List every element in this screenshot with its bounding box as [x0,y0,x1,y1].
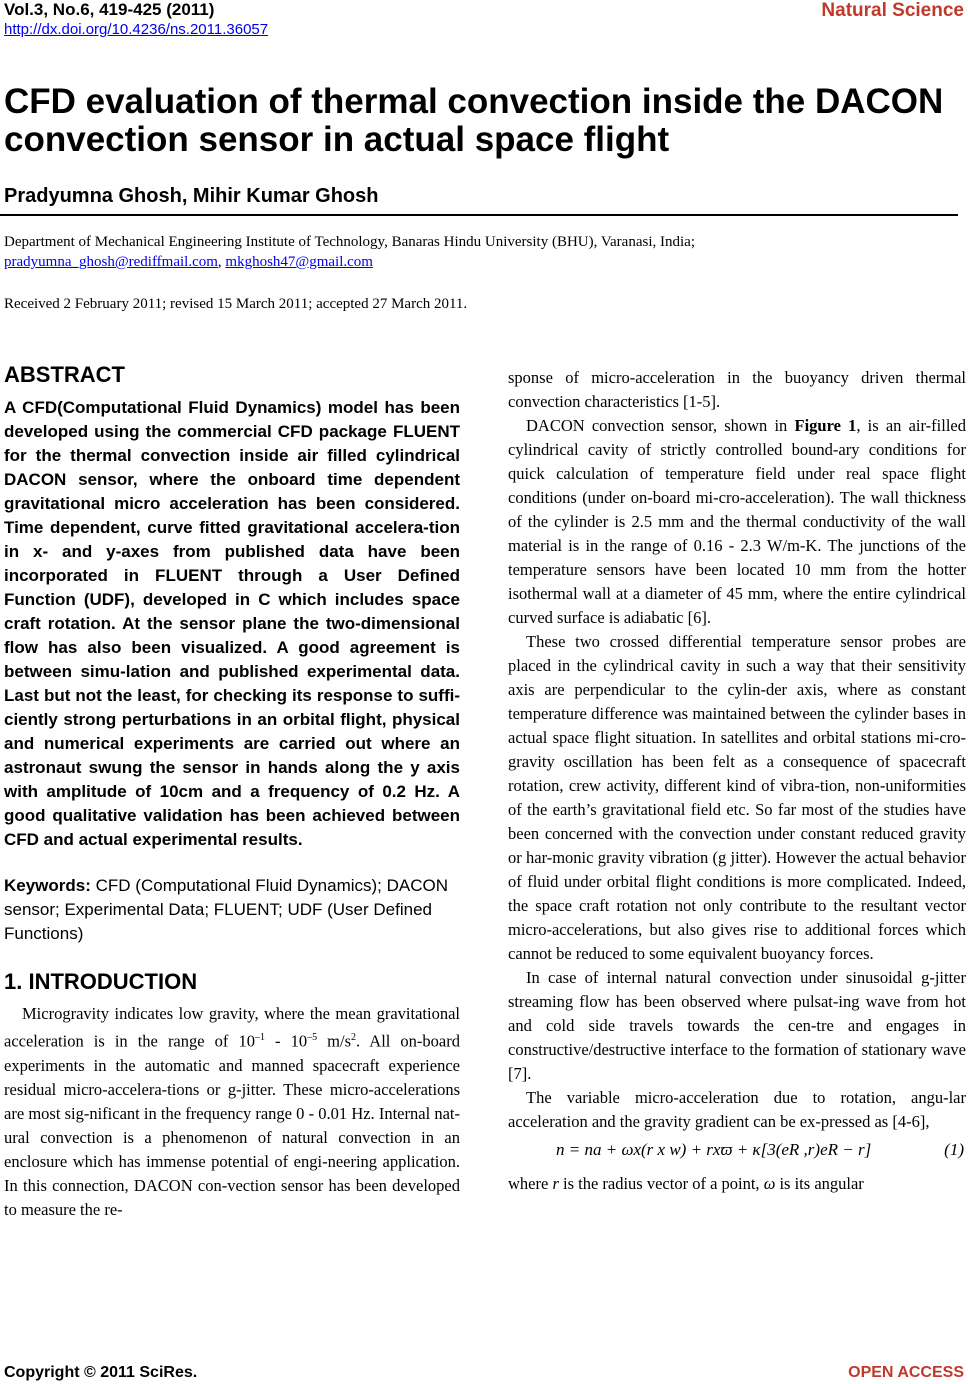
paragraph-micro-acceleration: The variable micro-acceleration due to rotation, angu-lar acceleration and the gravity gradient can be ex-pressed as [4-6], [508,1088,966,1131]
intro-exp-3: 2 [351,1032,356,1043]
author-affiliation-block [4,232,964,272]
paper-authors: Pradyumna Ghosh, Mihir Kumar Ghosh [4,185,379,207]
symbol-r: r [552,1174,559,1193]
radius-text-b: is the radius vector of a point, [558,1174,764,1193]
intro-text-a: Microgravity indicates low gravity, where the mean gravitational acceleration is in the range of 10 [4,1004,460,1051]
email-line [4,252,964,272]
paragraph-sensor-probes: These two crossed differential temperature sensor probes are placed in the cylindrical cavity in such a way that their sensitivity axis are perpendicular to the cylin-der axis, where as constant temperature difference was maintained between the cylinder bases in actual space flight situation. In satellites and orbital stations mi-cro-gravity oscillation has been felt as a consequence of spacecraft rotation, crew activity, different kind of vibra-tion, non-uniformities of the earth’s gravitational field etc. So far most of the studies have been concerned with the convection under constant reduced gravity or har-monic gravity vibration (g jitter). However the actual behavior of fluid under orbital flight conditions is more complicated. Indeed, the space craft rotation not only contribute to the resultant vector micro-accelerations, but also gives rise to additional forces which cannot be reduced to some equivalent buoyancy forces. [508,632,966,963]
journal-name: Natural Science [821,0,964,21]
doi-link[interactable]: http://dx.doi.org/10.4236/ns.2011.36057 [4,21,269,38]
paragraph-continued: sponse of micro-acceleration in the buoyancy driven thermal convection characteristics [1-5]. [508,368,966,411]
keywords-label: Keywords: [4,876,91,895]
email-link-1[interactable]: pradyumna_ghosh@rediffmail.com [4,254,218,270]
paragraph-radius-vector [508,1172,966,1196]
dacon-text-a: DACON convection sensor, shown in [526,416,795,435]
affiliation-text: Department of Mechanical Engineering Institute of Technology, Banaras Hindu University (BHU), Varanasi, India; [4,234,695,250]
right-column [508,366,966,1196]
equation-expression: n = na + ωx(r x w) + rxϖ + κ[3(eR ,r)eR − r] [556,1140,872,1159]
paper-title: CFD evaluation of thermal convection inside the DACON convection sensor in actual space flight [4,82,944,159]
intro-text-b: - 10 [264,1031,308,1051]
left-column [4,362,460,1222]
open-access-label: OPEN ACCESS [848,1364,964,1381]
introduction-heading: 1. INTRODUCTION [4,969,198,994]
radius-text-c: is its angular [775,1174,864,1193]
radius-text-a: where [508,1174,553,1193]
intro-exp-2: –5 [307,1032,318,1043]
paragraph-g-jitter: In case of internal natural convection under sinusoidal g-jitter streaming flow has been observed where pulsat-ing wave from hot and cold side travels towards the cen-tre and engages in constructive/destructive interface to the formation of stationary wave [7]. [508,968,966,1083]
intro-text-c: m/s [317,1031,351,1051]
keywords-list: CFD (Computational Fluid Dynamics); DACON sensor; Experimental Data; FLUENT; UDF (User Defined Functions) [4,876,449,943]
copyright-notice: Copyright © 2011 SciRes. [4,1364,198,1381]
figure-1-reference: Figure 1 [794,416,857,435]
received-dates: Received 2 February 2011; revised 15 March 2011; accepted 27 March 2011. [4,296,468,312]
journal-volume-info: Vol.3, No.6, 419-425 (2011) [4,0,215,19]
paragraph-dacon-sensor [508,414,966,630]
dacon-text-b: , is an air-filled cylindrical cavity of strictly controlled bound-ary conditions for quick calculation of temperature field under real space flight conditions (under on-board mi-cro-acceleration). The wall thickness of the cylinder is 2.5 mm and the thermal conductivity of the wall material is in the range of 0.16 - 2.3 W/m-K. The junctions of the temperature sensors have been located 10 mm from the hotter isothermal wall at a diameter of 45 mm, where the entire cylindrical curved surface is adiabatic [6]. [508,416,966,627]
symbol-omega: ω [763,1174,776,1193]
abstract-text: A CFD(Computational Fluid Dynamics) model has been developed using the commercial CFD package FLUENT for the thermal convection inside air filled cylindrical DACON sensor, where the onboard time dependent gravitational micro acceleration has been considered. Time dependent, curve fitted gravitational accelera-tion in x- and y-axes from published data have been incorporated in FLUENT through a User Defined Function (UDF), developed in C which includes space craft rotation. At the sensor plane the two-dimensional flow has also been visualized. A good agreement is between simu-lation and published experimental data. Last but not the least, for checking its response to suffi-ciently strong perturbations in an orbital flight, physical and numerical experiments are carried out where an astronaut swung the sensor in hands along the y axis with amplitude of 10cm and a frequency of 0.2 Hz. A good qualitative validation has been achieved between CFD and actual experimental results. [4,398,460,849]
intro-text-d: . All on-board experiments in the automatic and manned spacecraft experience residual micro-accelera-tions or g-jitter. These micro-accelerations are most sig-nificant in the frequency range 0 - 0.01 Hz. Internal nat-ural convection is a phenomenon of natural convection in an enclosure which has immense potential of engi-neering application. In this connection, DACON con-vection sensor has been developed to measure the re- [4,1031,460,1219]
email-link-2[interactable]: mkghosh47@gmail.com [225,254,373,270]
intro-exp-1: –1 [254,1032,265,1043]
email-separator: , [217,254,226,270]
title-divider [0,214,958,216]
equation-1 [508,1134,966,1172]
abstract-heading: ABSTRACT [4,362,125,387]
introduction-paragraph [4,1002,460,1222]
keywords-line [4,874,460,946]
equation-number: (1) [944,1140,964,1159]
